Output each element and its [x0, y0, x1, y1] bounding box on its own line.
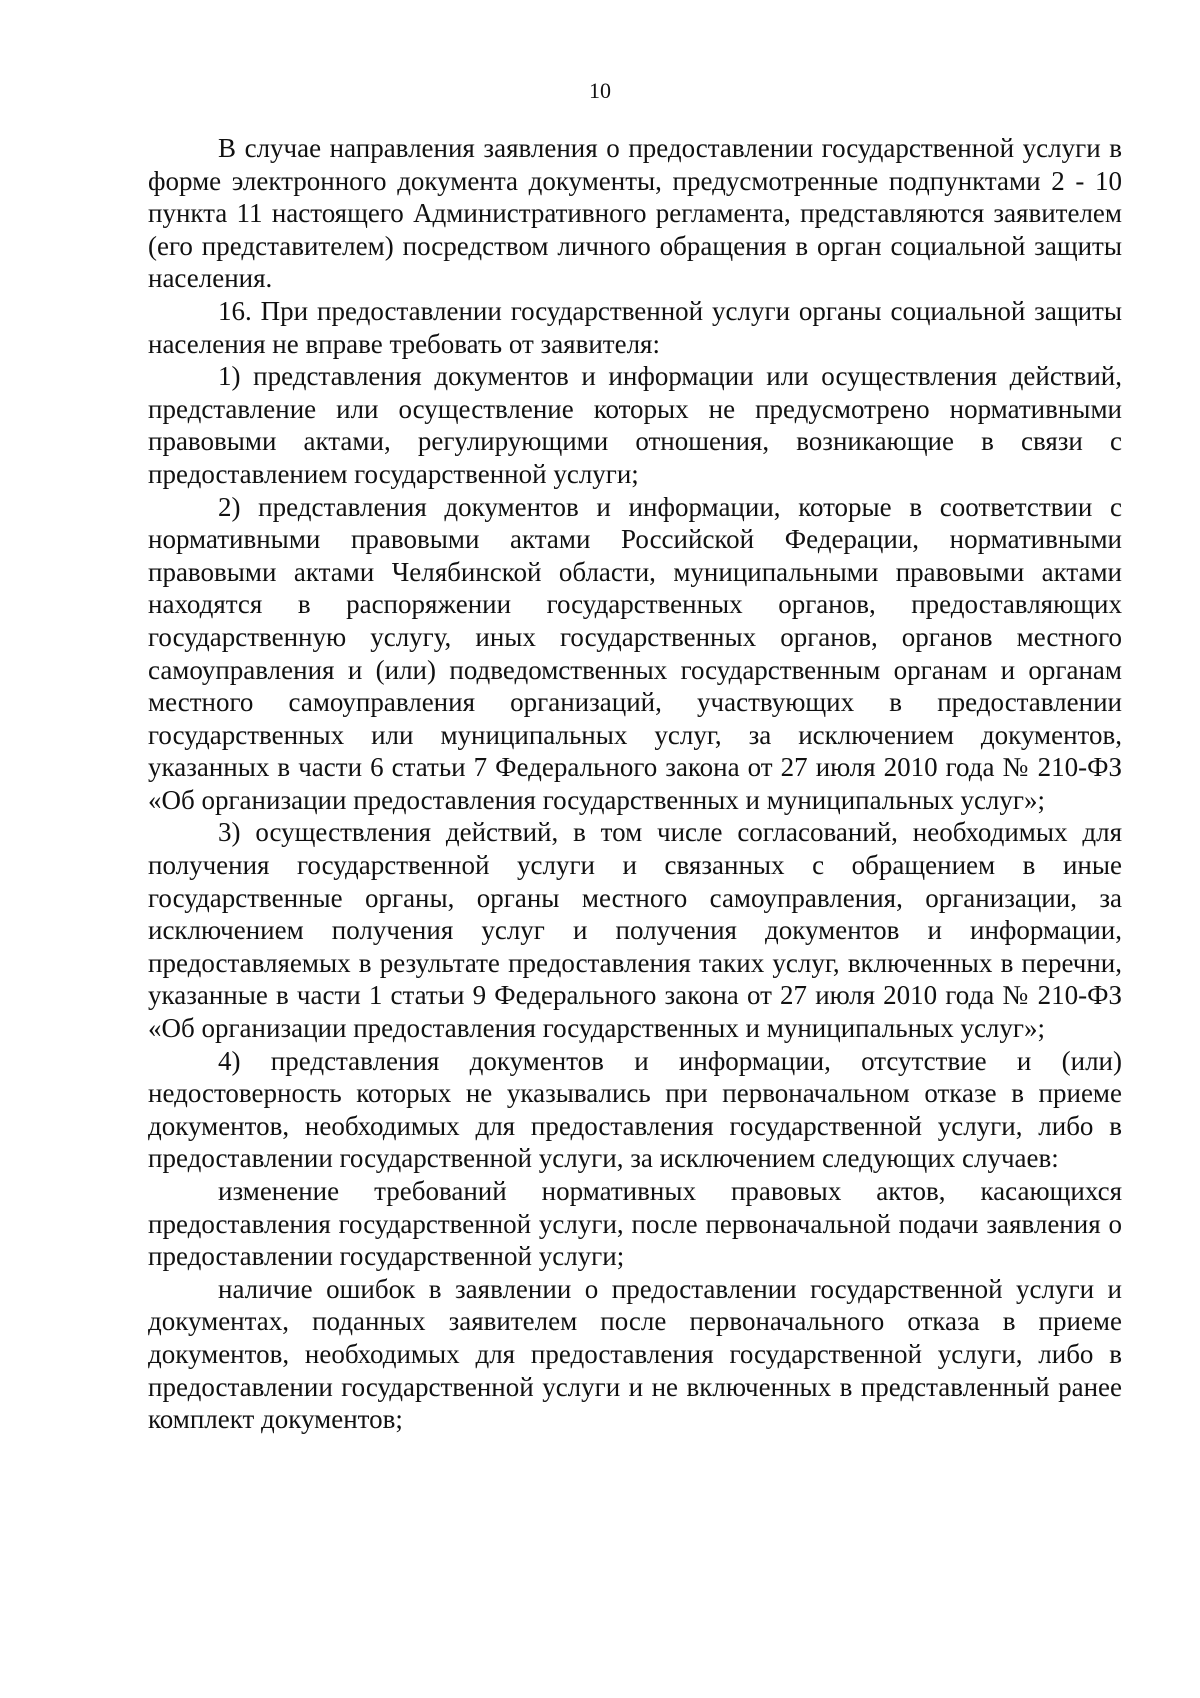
paragraph-exception-errors: наличие ошибок в заявлении о предоставлении государственной услуги и документах, поданных заявителем после первоначального отказа в приеме документов, необходимых для предоставления государственной услуги, либо в предоставлении государственной услуги и не включенных в представленный ранее комплект документов; — [148, 1273, 1122, 1435]
paragraph-exception-requirements-change: изменение требований нормативных правовых актов, касающихся предоставления государственной услуги, после первоначальной подачи заявления о предоставлении государственной услуги; — [148, 1176, 1122, 1272]
paragraph-subitem-3: 3) осуществления действий, в том числе согласований, необходимых для получения государственной услуги и связанных с обращением в иные государственные органы, органы местного самоуправления, организации, за исключением получения услуг и получения документов и информации, предоставляемых в результате предоставления таких услуг, включенных в перечни, указанные в части 1 статьи 9 Федерального закона от 27 июля 2010 года № 210-ФЗ «Об организации предоставления государственных и муниципальных услуг»; — [148, 817, 1122, 1044]
paragraph-item-16: 16. При предоставлении государственной услуги органы социальной защиты населения не вправе требовать от заявителя: — [148, 295, 1122, 359]
paragraph-subitem-1: 1) представления документов и информации или осуществления действий, представление или осуществление которых не предусмотрено нормативными правовыми актами, регулирующими отношения, возникающие в связи с предоставлением государственной услуги; — [148, 361, 1122, 489]
paragraph-subitem-4: 4) представления документов и информации, отсутствие и (или) недостоверность которых не указывались при первоначальном отказе в приеме документов, необходимых для предоставления государственной услуги, либо в предоставлении государственной услуги, за исключением следующих случаев: — [148, 1045, 1122, 1174]
page-number: 10 — [589, 78, 611, 103]
document-body — [148, 132, 1122, 1436]
paragraph-electronic-form: В случае направления заявления о предоставлении государственной услуги в форме электронного документа документы, предусмотренные подпунктами 2 - 10 пункта 11 настоящего Административного регламента, представляются заявителем (его представителем) посредством личного обращения в орган социальной защиты населения. — [148, 133, 1122, 294]
paragraph-subitem-2: 2) представления документов и информации, которые в соответствии с нормативными правовыми актами Российской Федерации, нормативными правовыми актами Челябинской области, муниципальными правовыми актами находятся в распоряжении государственных органов, предоставляющих государственную услугу, иных государственных органов, органов местного самоуправления и (или) подведомственных государственным органам и органам местного самоуправления организаций, участвующих в предоставлении государственных или муниципальных услуг, за исключением документов, указанных в части 6 статьи 7 Федерального закона от 27 июля 2010 года № 210-ФЗ «Об организации предоставления государственных и муниципальных услуг»; — [148, 491, 1122, 815]
